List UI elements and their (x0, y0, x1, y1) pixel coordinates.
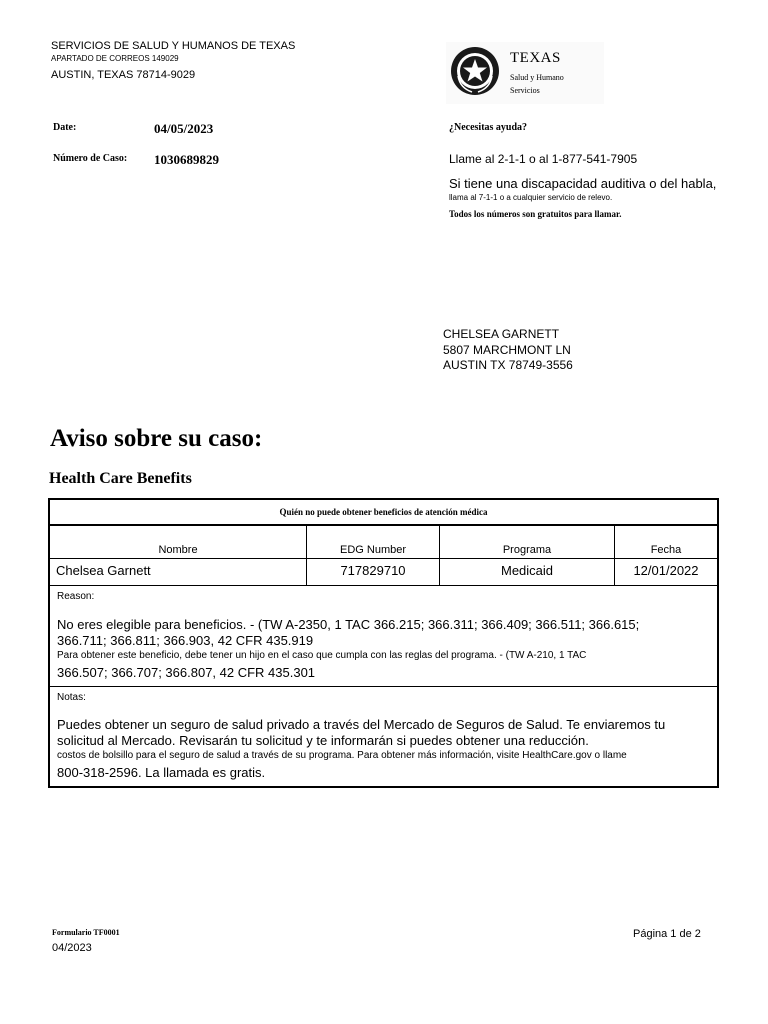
notes-label: Notas: (57, 692, 86, 703)
cell-nombre (48, 558, 307, 586)
agency-name: SERVICIOS DE SALUD Y HUMANOS DE TEXAS (51, 40, 296, 52)
case-number-value: 1030689829 (154, 152, 219, 167)
form-date: 04/2023 (52, 942, 92, 954)
agency-po-box: APARTADO DE CORREOS 149029 (51, 54, 179, 63)
cell-programa (439, 558, 615, 586)
header-programa: Programa (502, 544, 552, 556)
header-fecha: Fecha (650, 544, 682, 556)
reason-block (48, 585, 719, 687)
notes-line-1: Puedes obtener un seguro de salud privado a través del Mercado de Seguros de Salud. Te enviaremos tu (57, 717, 666, 732)
case-number-label: Número de Caso: (53, 153, 128, 164)
eligibility-table (48, 498, 719, 788)
table-caption-text: Quién no puede obtener beneficios de atención médica (279, 507, 488, 517)
value-nombre: Chelsea Garnett (56, 563, 151, 578)
help-hearing-text: Si tiene una discapacidad auditiva o del habla, (449, 176, 717, 191)
logo-word: TEXAS (510, 50, 561, 66)
header-cell-fecha (614, 525, 719, 559)
hhs-logo (446, 42, 604, 104)
notes-line-4: 800-318-2596. La llamada es gratis. (57, 765, 266, 780)
logo-line-2: Servicios (510, 86, 540, 95)
reason-line-3: Para obtener este beneficio, debe tener un hijo en el caso que cumpla con las reglas del programa. - (TW A-210, 1 TAC (57, 650, 587, 661)
header-edg-number: EDG Number (339, 544, 407, 556)
notes-block (48, 686, 719, 788)
header-cell-edg (306, 525, 440, 559)
benefits-title: Health Care Benefits (49, 470, 192, 487)
value-fecha: 12/01/2022 (633, 563, 699, 578)
agency-city: AUSTIN, TEXAS 78714-9029 (51, 69, 196, 81)
recipient-city: AUSTIN TX 78749-3556 (443, 358, 573, 372)
notice-title: Aviso sobre su caso: (50, 425, 263, 452)
page-number: Página 1 de 2 (633, 928, 701, 940)
date-value: 04/05/2023 (154, 121, 214, 136)
help-phone: Llame al 2-1-1 o al 1-877-541-7905 (449, 152, 638, 166)
header-cell-nombre (48, 525, 307, 559)
help-title: ¿Necesitas ayuda? (449, 122, 528, 133)
reason-line-1: No eres elegible para beneficios. - (TW A-2350, 1 TAC 366.215; 366.311; 366.409; 366.511; 366.615; (57, 617, 640, 632)
table-caption (48, 498, 719, 526)
reason-label: Reason: (57, 591, 95, 602)
value-edg-number: 717829710 (340, 563, 406, 578)
recipient-name: CHELSEA GARNETT (443, 327, 560, 341)
help-toll-free-text: Todos los números son gratuitos para llamar. (449, 209, 622, 219)
date-label: Date: (53, 122, 77, 133)
value-programa: Medicaid (500, 563, 554, 578)
texas-seal-icon (450, 46, 500, 96)
form-number: Formulario TF0001 (52, 928, 120, 937)
notes-line-2: solicitud al Mercado. Revisarán tu solicitud y te informarán si puedes obtener una reducción. (57, 733, 589, 748)
header-nombre: Nombre (158, 544, 198, 556)
reason-line-4: 366.507; 366.707; 366.807, 42 CFR 435.301 (57, 665, 316, 680)
logo-line-1: Salud y Humano (510, 73, 564, 82)
cell-fecha (614, 558, 719, 586)
notes-line-3: costos de bolsillo para el seguro de salud a través de su programa. Para obtener más información, visite HealthCare.gov o llame (57, 750, 627, 761)
recipient-street: 5807 MARCHMONT LN (443, 343, 571, 357)
cell-edg (306, 558, 440, 586)
header-cell-programa (439, 525, 615, 559)
reason-line-2: 366.711; 366.811; 366.903, 42 CFR 435.919 (57, 633, 314, 648)
help-relay-text: llama al 7-1-1 o a cualquier servicio de relevo. (449, 193, 613, 202)
